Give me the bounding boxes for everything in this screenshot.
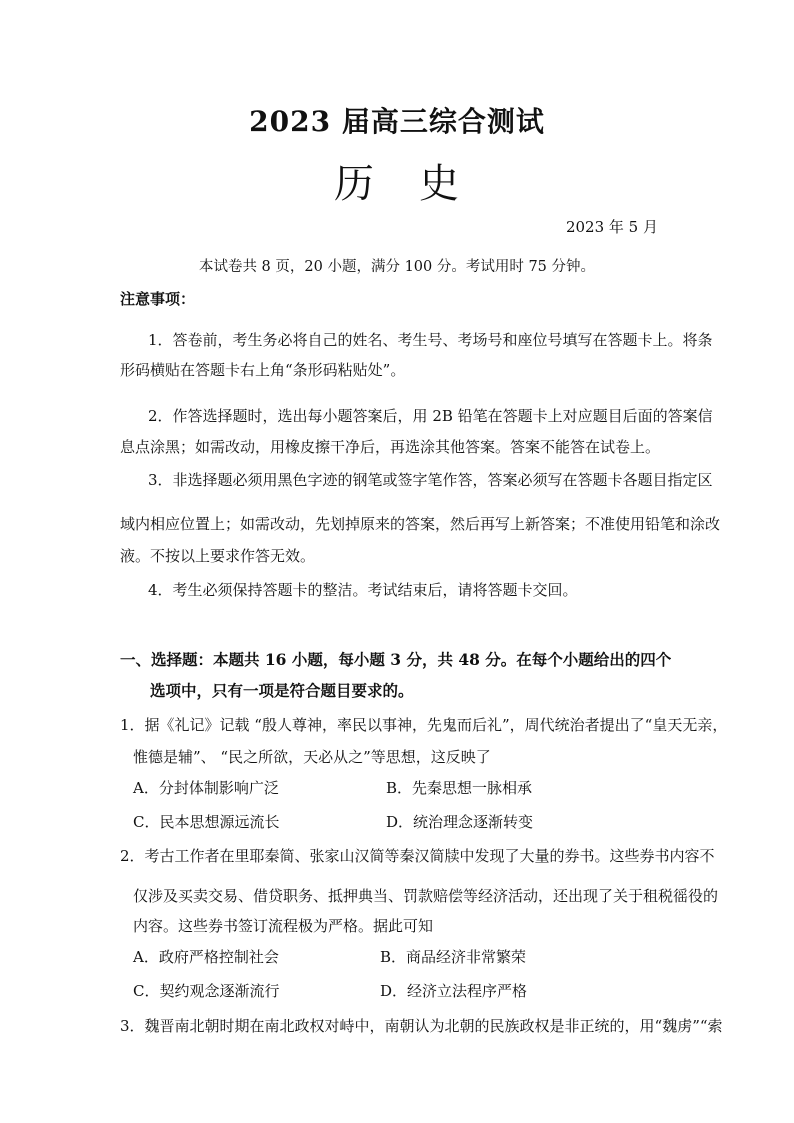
notice-item-1-line-1: 1．答卷前，考生务必将自己的姓名、考生号、考场号和座位号填写在答题卡上。将条 <box>148 331 713 349</box>
subject-title <box>0 152 794 209</box>
question-1-stem-line-1: 1．据《礼记》记载 “殷人尊神，率民以事神，先鬼而后礼”，周代统治者提出了“皇天无亲， <box>120 716 728 734</box>
notice-item-2-line-2: 息点涂黑；如需改动，用橡皮擦干净后，再选涂其他答案。答案不能答在试卷上。 <box>120 438 661 456</box>
notice-item-4: 4．考生必须保持答题卡的整洁。考试结束后，请将答题卡交回。 <box>148 581 578 599</box>
question-2-option-d: D．经济立法程序严格 <box>380 982 528 1000</box>
question-1-option-c: C．民本思想源远流长 <box>133 813 280 831</box>
question-2-option-b: B．商品经济非常繁荣 <box>380 948 527 966</box>
section-1-heading-line-1: 一、选择题：本题共 16 小题，每小题 3 分，共 48 分。在每个小题给出的四个 <box>120 650 672 669</box>
question-3-stem-line-1: 3．魏晋南北朝时期在南北政权对峙中，南朝认为北朝的民族政权是非正统的，用“魏虏”“索 <box>120 1017 723 1035</box>
question-2-option-a: A．政府严格控制社会 <box>133 948 279 966</box>
notice-item-3-line-2: 域内相应位置上；如需改动，先划掉原来的答案，然后再写上新答案；不准使用铅笔和涂改 <box>120 515 721 533</box>
exam-date: 2023 年 5 月 <box>565 218 658 236</box>
notice-item-3-line-3: 液。不按以上要求作答无效。 <box>120 547 316 565</box>
question-2-stem-line-1: 2．考古工作者在里耶秦简、张家山汉简等秦汉简牍中发现了大量的券书。这些券书内容不 <box>120 847 715 865</box>
exam-title: 2023 届高三综合测试 <box>249 105 545 138</box>
subject-char-2: 史 <box>419 161 460 207</box>
notice-item-2-line-1: 2．作答选择题时，选出每小题答案后，用 2B 铅笔在答题卡上对应题目后面的答案信 <box>148 407 713 425</box>
notice-heading: 注意事项： <box>120 290 196 308</box>
question-1-option-b: B．先秦思想一脉相承 <box>386 779 533 797</box>
notice-item-1-line-2: 形码横贴在答题卡右上角“条形码粘贴处”。 <box>120 361 406 379</box>
question-1-option-a: A．分封体制影响广泛 <box>133 779 279 797</box>
question-1-stem-line-2: 惟德是辅”、 “民之所欲，天必从之”等思想，这反映了 <box>133 748 491 766</box>
subject-char-1: 历 <box>334 161 375 207</box>
question-1-option-d: D．统治理念逐渐转变 <box>386 813 534 831</box>
question-2-stem-line-3: 内容。这些券书签订流程极为严格。据此可知 <box>133 917 434 935</box>
question-2-option-c: C．契约观念逐渐流行 <box>133 982 280 1000</box>
exam-intro: 本试卷共 8 页，20 小题，满分 100 分。考试用时 75 分钟。 <box>198 259 596 275</box>
section-1-heading-line-2: 选项中，只有一项是符合题目要求的。 <box>150 681 414 700</box>
notice-item-3-line-1: 3．非选择题必须用黑色字迹的钢笔或签字笔作答，答案必须写在答题卡各题目指定区 <box>148 471 713 489</box>
question-2-stem-line-2: 仅涉及买卖交易、借贷职务、抵押典当、罚款赔偿等经济活动，还出现了关于租税徭役的 <box>133 887 719 905</box>
